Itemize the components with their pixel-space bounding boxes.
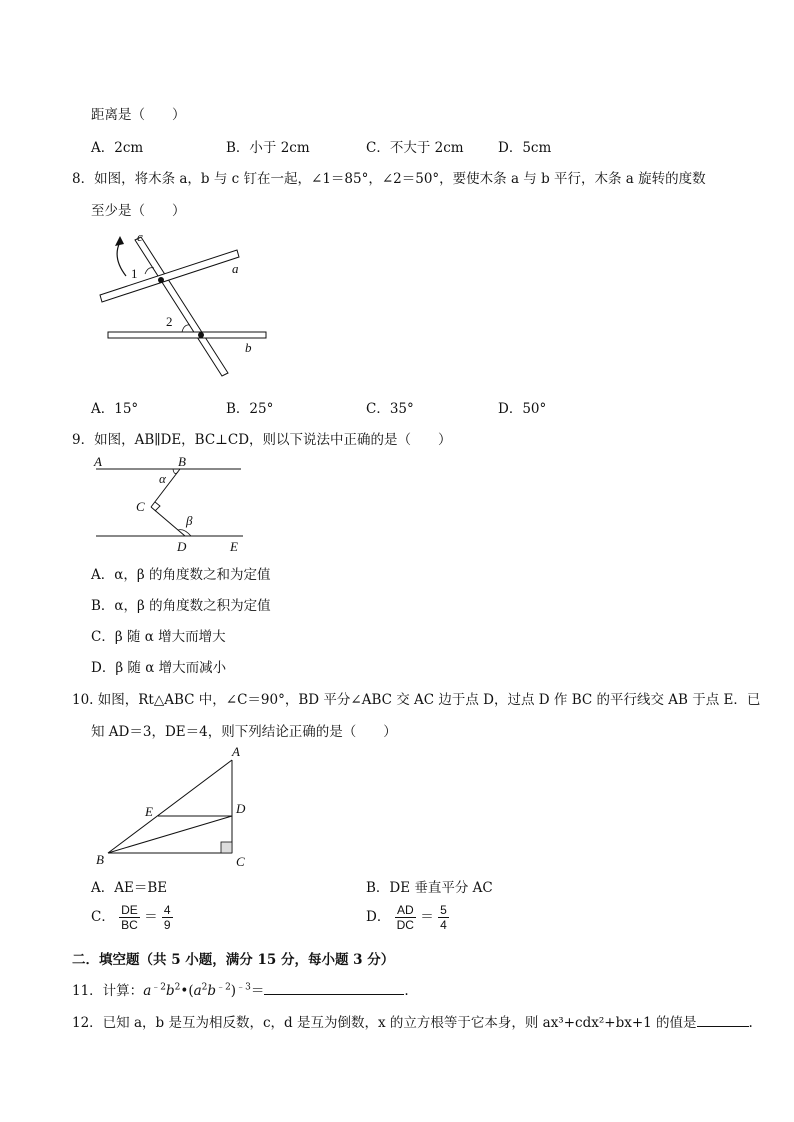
nail-1 [158,277,164,283]
section-2-title: 二．填空题（共 5 小题，满分 15 分，每小题 3 分） [72,952,395,968]
point-c: C [136,499,145,514]
q9-option-b: B．α，β 的角度数之积为定值 [91,598,271,614]
label-a: a [232,261,239,276]
point-e: E [230,539,238,554]
fraction-ad-dc: $\frac{AD}{DC}$ [396,903,414,932]
q7-option-d: D．5cm [498,140,552,156]
q9-option-c: C．β 随 α 增大而增大 [91,629,226,645]
q7-option-b: B．小于 2cm [226,140,310,156]
q7-stem-continuation: 距离是（ ） [91,107,186,123]
segment-cd [151,507,185,536]
nail-2 [198,332,204,338]
q9-stem: 9．如图，AB∥DE，BC⊥CD，则以下说法中正确的是（ ） [72,432,452,448]
fraction-de-bc: $\frac{DE}{BC}$ [121,903,138,932]
label-2: 2 [166,314,173,329]
q10-figure [88,740,258,870]
q12-answer-blank[interactable] [697,1026,749,1027]
q10-option-c: C． $\frac{DE}{BC}$ ＝ $\frac{4}{9}$ [91,903,171,932]
q10-option-a: A．AE＝BE [91,880,168,896]
q10-stem-line2: 知 AD＝3，DE＝4，则下列结论正确的是（ ） [91,724,397,740]
stick-b [108,332,266,338]
point-b: B [96,852,104,867]
fraction-4-9: $\frac{4}{9}$ [163,903,171,932]
segment-bd [108,816,232,853]
q8-option-a: A．15° [91,401,139,417]
q9-figure [88,452,258,557]
segment-ab [108,760,232,853]
q11-answer-blank[interactable] [264,994,404,995]
label-c: c [137,229,143,244]
point-a: A [94,454,102,469]
q8-option-b: B．25° [226,401,274,417]
q7-option-c: C．不大于 2cm [366,140,464,156]
q8-stem-line2: 至少是（ ） [91,203,186,219]
right-angle-mark [221,842,232,853]
point-d: D [177,539,187,554]
q9-option-d: D．β 随 α 增大而减小 [91,660,227,676]
point-a: A [232,744,240,759]
point-c: C [236,854,245,869]
point-b: B [178,454,186,469]
q10-stem-line1: 10. 如图，Rt△ABC 中，∠C＝90°，BD 平分∠ABC 交 AC 边于点 D，过点 D 作 BC 的平行线交 AB 于点 E．已 [72,692,761,708]
q7-option-a: A．2cm [91,140,144,156]
q11-stem: 11．计算：$a^{﹣2}b^2•(a^2b^{﹣2})^{﹣3}=$ . [72,982,409,999]
q10-option-d: D． $\frac{AD}{DC}$ ＝ $\frac{5}{4}$ [366,903,447,932]
angle-alpha: α [159,471,166,486]
q8-figure [90,228,290,378]
q12-stem: 12．已知 a，b 是互为相反数，c，d 是互为倒数，x 的立方根等于它本身，则 ax³+cdx²+bx+1 的值是 . [72,1015,753,1031]
rotation-arrow-icon [117,242,126,276]
angle-beta: β [186,513,193,528]
point-d: D [236,801,246,816]
q8-stem-line1: 8．如图，将木条 a，b 与 c 钉在一起，∠1＝85°，∠2＝50°，要使木条 a 与 b 平行，木条 a 旋转的度数 [72,171,706,187]
q8-option-c: C．35° [366,401,414,417]
point-e: E [145,804,153,819]
q9-option-a: A．α，β 的角度数之和为定值 [91,567,271,583]
fraction-5-4: $\frac{5}{4}$ [440,903,447,932]
label-1: 1 [131,266,138,281]
right-angle-mark [155,502,160,511]
q8-option-d: D．50° [498,401,547,417]
q10-option-b: B．DE 垂直平分 AC [366,880,493,896]
label-b: b [245,340,252,355]
